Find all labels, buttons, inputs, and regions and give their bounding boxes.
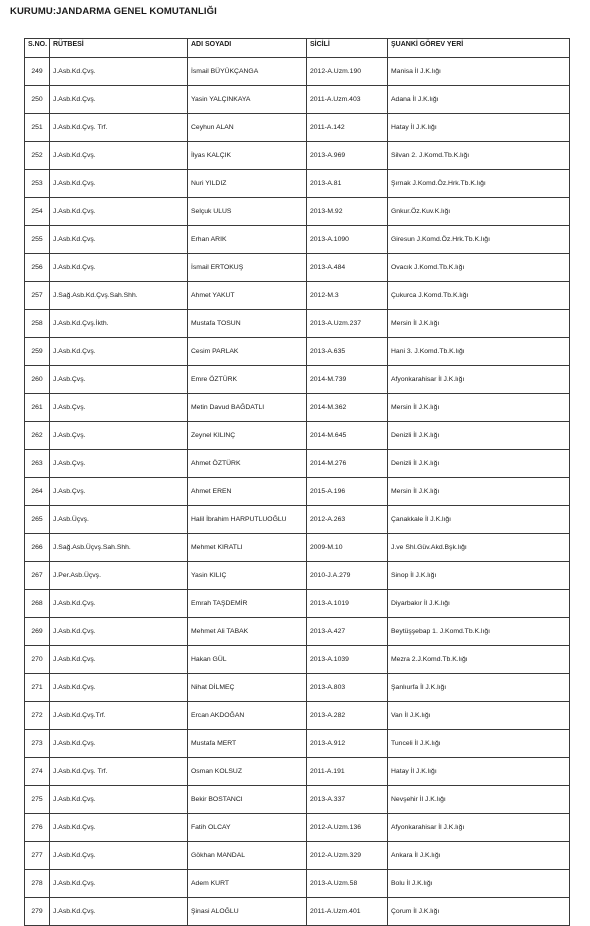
table-row [25,338,570,366]
cell-rank: J.Asb.Üçvş. [50,506,188,534]
cell-rank: J.Asb.Çvş. [50,394,188,422]
cell-sno: 272 [25,702,50,730]
cell-registry: 2013-A.Uzm.237 [307,310,388,338]
cell-registry: 2014-M.276 [307,450,388,478]
table-row [25,674,570,702]
cell-current-post: Afyonkarahisar İl J.K.lığı [388,814,570,842]
cell-rank: J.Asb.Çvş. [50,450,188,478]
cell-registry: 2012-A.Uzm.136 [307,814,388,842]
cell-rank: J.Asb.Kd.Çvş. [50,870,188,898]
cell-rank: J.Asb.Kd.Çvş. [50,674,188,702]
cell-name: Halil İbrahim HARPUTLUOĞLU [188,506,307,534]
cell-sno: 263 [25,450,50,478]
cell-registry: 2013-A.282 [307,702,388,730]
cell-name: Metin Davud BAĞDATLI [188,394,307,422]
cell-name: Erhan ARIK [188,226,307,254]
cell-name: İsmail BÜYÜKÇANGA [188,58,307,86]
cell-sno: 249 [25,58,50,86]
table-row [25,646,570,674]
cell-current-post: Manisa İl J.K.lığı [388,58,570,86]
table-row [25,142,570,170]
cell-registry: 2013-A.Uzm.58 [307,870,388,898]
table-row [25,170,570,198]
cell-sno: 275 [25,786,50,814]
table-row [25,226,570,254]
cell-registry: 2013-A.1019 [307,590,388,618]
cell-sno: 252 [25,142,50,170]
cell-current-post: Giresun J.Komd.Öz.Hrk.Tb.K.lığı [388,226,570,254]
table-row [25,758,570,786]
cell-registry: 2013-A.1090 [307,226,388,254]
cell-rank: J.Asb.Kd.Çvş. [50,198,188,226]
cell-registry: 2012-A.Uzm.329 [307,842,388,870]
column-header-rank: RÜTBESİ [50,39,188,58]
cell-registry: 2014-M.362 [307,394,388,422]
cell-name: Bekir BOSTANCI [188,786,307,814]
cell-name: Ceyhun ALAN [188,114,307,142]
cell-current-post: Denizli İl J.K.lığı [388,422,570,450]
cell-registry: 2011-A.191 [307,758,388,786]
cell-registry: 2013-A.427 [307,618,388,646]
cell-sno: 271 [25,674,50,702]
cell-sno: 250 [25,86,50,114]
cell-rank: J.Asb.Kd.Çvş. [50,730,188,758]
cell-sno: 264 [25,478,50,506]
cell-current-post: Mersin İl J.K.lığı [388,310,570,338]
cell-name: Nihat DİLMEÇ [188,674,307,702]
cell-registry: 2014-M.739 [307,366,388,394]
cell-current-post: Bolu İl J.K.lığı [388,870,570,898]
cell-registry: 2011-A.142 [307,114,388,142]
cell-sno: 260 [25,366,50,394]
cell-registry: 2013-A.337 [307,786,388,814]
cell-rank: J.Asb.Çvş. [50,478,188,506]
cell-sno: 269 [25,618,50,646]
cell-name: Mehmet Ali TABAK [188,618,307,646]
cell-current-post: Hatay İl J.K.lığı [388,114,570,142]
table-row [25,562,570,590]
table-row [25,310,570,338]
cell-registry: 2013-A.484 [307,254,388,282]
cell-sno: 273 [25,730,50,758]
table-row [25,450,570,478]
cell-name: İlyas KALÇIK [188,142,307,170]
cell-name: Nuri YILDIZ [188,170,307,198]
cell-name: Emre ÖZTÜRK [188,366,307,394]
table-body [25,58,570,926]
cell-name: Mustafa MERT [188,730,307,758]
cell-rank: J.Asb.Kd.Çvş. [50,338,188,366]
table-row [25,198,570,226]
cell-rank: J.Asb.Kd.Çvş. [50,86,188,114]
cell-name: İsmail ERTOKUŞ [188,254,307,282]
cell-current-post: Nevşehir İl J.K.lığı [388,786,570,814]
cell-registry: 2015-A.196 [307,478,388,506]
cell-current-post: Çanakkale İl J.K.lığı [388,506,570,534]
cell-sno: 259 [25,338,50,366]
cell-rank: J.Asb.Kd.Çvş. [50,254,188,282]
cell-rank: J.Asb.Kd.Çvş. [50,590,188,618]
cell-registry: 2013-A.81 [307,170,388,198]
cell-current-post: Hani 3. J.Komd.Tb.K.lığı [388,338,570,366]
table-row [25,254,570,282]
column-header-name: ADI SOYADI [188,39,307,58]
cell-sno: 277 [25,842,50,870]
cell-sno: 262 [25,422,50,450]
cell-rank: J.Asb.Çvş. [50,422,188,450]
table-row [25,842,570,870]
cell-current-post: Gnkur.Öz.Kuv.K.lığı [388,198,570,226]
cell-rank: J.Sağ.Asb.Kd.Çvş.Sah.Shh. [50,282,188,310]
table-row [25,786,570,814]
cell-rank: J.Asb.Kd.Çvş. [50,618,188,646]
table-row [25,394,570,422]
cell-registry: 2013-A.969 [307,142,388,170]
cell-registry: 2013-A.1039 [307,646,388,674]
cell-rank: J.Asb.Kd.Çvş. [50,842,188,870]
cell-registry: 2013-A.912 [307,730,388,758]
cell-current-post: Mezra 2.J.Komd.Tb.K.lığı [388,646,570,674]
cell-current-post: Şanlıurfa İl J.K.lığı [388,674,570,702]
cell-sno: 258 [25,310,50,338]
cell-rank: J.Asb.Kd.Çvş. [50,646,188,674]
table-row [25,114,570,142]
cell-registry: 2010-J.A.279 [307,562,388,590]
cell-registry: 2011-A.Uzm.403 [307,86,388,114]
cell-name: Zeynel KILINÇ [188,422,307,450]
cell-registry: 2012-M.3 [307,282,388,310]
cell-name: Osman KOLSUZ [188,758,307,786]
cell-name: Fatih OLCAY [188,814,307,842]
table-header-row [25,39,570,58]
table-row [25,814,570,842]
table-row [25,86,570,114]
cell-rank: J.Asb.Çvş. [50,366,188,394]
cell-sno: 257 [25,282,50,310]
table-row [25,618,570,646]
cell-rank: J.Asb.Kd.Çvş. [50,226,188,254]
column-header-registry: SİCİLİ [307,39,388,58]
cell-sno: 278 [25,870,50,898]
cell-name: Yasin KILIÇ [188,562,307,590]
cell-sno: 267 [25,562,50,590]
cell-name: Emrah TAŞDEMİR [188,590,307,618]
cell-current-post: Sinop İl J.K.lığı [388,562,570,590]
cell-name: Mustafa TOSUN [188,310,307,338]
cell-current-post: Mersin İl J.K.lığı [388,394,570,422]
cell-rank: J.Asb.Kd.Çvş. Trf. [50,758,188,786]
cell-name: Şinasi ALOĞLU [188,898,307,926]
cell-current-post: J.ve Shl.Güv.Akd.Bşk.lığı [388,534,570,562]
cell-sno: 270 [25,646,50,674]
cell-name: Mehmet KIRATLI [188,534,307,562]
cell-rank: J.Per.Asb.Üçvş. [50,562,188,590]
cell-current-post: Silvan 2. J.Komd.Tb.K.lığı [388,142,570,170]
cell-current-post: Afyonkarahisar İl J.K.lığı [388,366,570,394]
cell-rank: J.Sağ.Asb.Üçvş.Sah.Shh. [50,534,188,562]
cell-name: Adem KURT [188,870,307,898]
cell-name: Ercan AKDOĞAN [188,702,307,730]
cell-name: Hakan GÜL [188,646,307,674]
cell-current-post: Çorum İl J.K.lığı [388,898,570,926]
cell-current-post: Adana İl J.K.lığı [388,86,570,114]
cell-registry: 2012-A.Uzm.190 [307,58,388,86]
cell-sno: 279 [25,898,50,926]
cell-registry: 2012-A.263 [307,506,388,534]
cell-rank: J.Asb.Kd.Çvş. Trf. [50,114,188,142]
table-row [25,870,570,898]
cell-rank: J.Asb.Kd.Çvş. [50,898,188,926]
table-row [25,58,570,86]
cell-rank: J.Asb.Kd.Çvş. [50,58,188,86]
table-row [25,730,570,758]
cell-sno: 268 [25,590,50,618]
cell-name: Ahmet ÖZTÜRK [188,450,307,478]
cell-name: Ahmet EREN [188,478,307,506]
cell-name: Selçuk ULUS [188,198,307,226]
column-header-current-post: ŞUANKİ GÖREV YERİ [388,39,570,58]
cell-rank: J.Asb.Kd.Çvş. [50,170,188,198]
cell-sno: 254 [25,198,50,226]
table-row [25,506,570,534]
cell-sno: 255 [25,226,50,254]
cell-name: Yasin YALÇINKAYA [188,86,307,114]
table-row [25,366,570,394]
cell-current-post: Çukurca J.Komd.Tb.K.lığı [388,282,570,310]
cell-current-post: Diyarbakır İl J.K.lığı [388,590,570,618]
cell-current-post: Mersin İl J.K.lığı [388,478,570,506]
cell-registry: 2014-M.645 [307,422,388,450]
cell-current-post: Tunceli İl J.K.lığı [388,730,570,758]
cell-rank: J.Asb.Kd.Çvş. [50,814,188,842]
cell-current-post: Beytüşşebap 1. J.Komd.Tb.K.lığı [388,618,570,646]
table-row [25,702,570,730]
cell-sno: 256 [25,254,50,282]
cell-sno: 266 [25,534,50,562]
cell-sno: 253 [25,170,50,198]
cell-current-post: Şırnak J.Komd.Öz.Hrk.Tb.K.lığı [388,170,570,198]
cell-rank: J.Asb.Kd.Çvş.İkth. [50,310,188,338]
cell-rank: J.Asb.Kd.Çvş. [50,786,188,814]
column-header-sno: S.NO. [25,39,50,58]
cell-sno: 274 [25,758,50,786]
cell-registry: 2011-A.Uzm.401 [307,898,388,926]
personnel-table [24,38,570,926]
table-row [25,590,570,618]
cell-name: Gökhan MANDAL [188,842,307,870]
cell-sno: 251 [25,114,50,142]
cell-registry: 2009-M.10 [307,534,388,562]
table-row [25,422,570,450]
cell-rank: J.Asb.Kd.Çvş.Trf. [50,702,188,730]
cell-sno: 261 [25,394,50,422]
cell-registry: 2013-A.635 [307,338,388,366]
cell-current-post: Van İl J.K.lığı [388,702,570,730]
cell-sno: 276 [25,814,50,842]
cell-current-post: Ankara İl J.K.lığı [388,842,570,870]
table-row [25,478,570,506]
table-row [25,534,570,562]
cell-sno: 265 [25,506,50,534]
cell-current-post: Denizli İl J.K.lığı [388,450,570,478]
table-row [25,898,570,926]
cell-name: Cesim PARLAK [188,338,307,366]
cell-registry: 2013-A.803 [307,674,388,702]
cell-current-post: Hatay İl J.K.lığı [388,758,570,786]
cell-current-post: Ovacık J.Komd.Tb.K.lığı [388,254,570,282]
cell-rank: J.Asb.Kd.Çvş. [50,142,188,170]
cell-registry: 2013-M.92 [307,198,388,226]
table-row [25,282,570,310]
cell-name: Ahmet YAKUT [188,282,307,310]
institution-title: KURUMU:JANDARMA GENEL KOMUTANLIĞI [10,6,217,17]
